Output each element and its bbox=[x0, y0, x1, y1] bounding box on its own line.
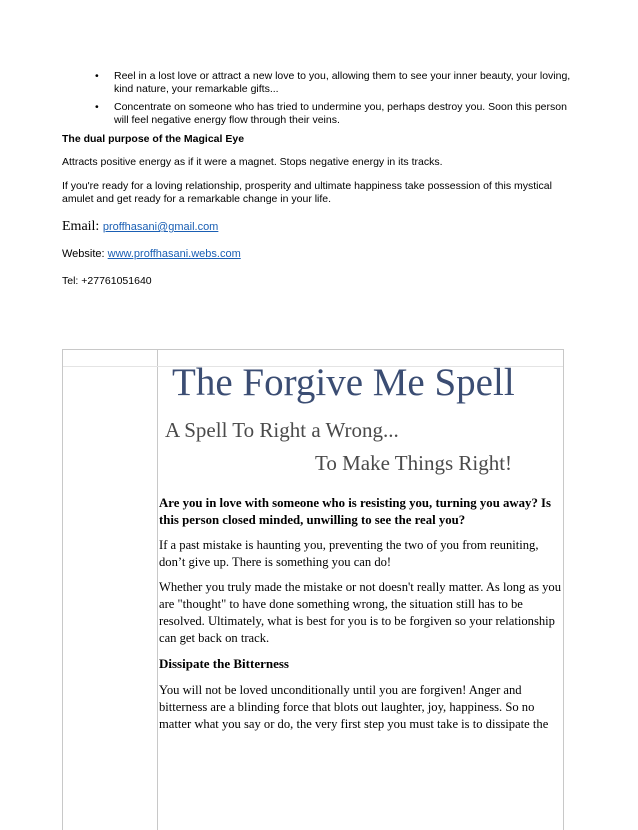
bullet-list bbox=[0, 70, 638, 132]
phone-number: Tel: +27761051640 bbox=[62, 275, 152, 287]
banner-line-2: To Make Things Right! bbox=[315, 451, 513, 475]
email-line bbox=[62, 219, 218, 235]
article-paragraph: If a past mistake is haunting you, preventing the two of you from reuniting, don’t give up. There is something you can do! bbox=[159, 538, 539, 569]
article-subheading: Dissipate the Bitterness bbox=[159, 656, 289, 671]
list-item bbox=[0, 70, 638, 96]
bullet-text: Concentrate on someone who has tried to undermine you, perhaps destroy you. Soon this person will feel negative energy flow through their veins. bbox=[114, 101, 567, 126]
website-link[interactable]: www.proffhasani.webs.com bbox=[107, 248, 241, 260]
list-item bbox=[0, 101, 638, 127]
paragraph: Attracts positive energy as if it were a magnet. Stops negative energy in its tracks. bbox=[62, 156, 443, 168]
article-body bbox=[159, 495, 565, 741]
email-label: Email: bbox=[62, 219, 100, 234]
section-heading: The dual purpose of the Magical Eye bbox=[62, 133, 245, 145]
banner-title: The Forgive Me Spell bbox=[172, 361, 515, 404]
bullet-icon: • bbox=[95, 70, 99, 82]
website-line bbox=[62, 248, 241, 260]
article-paragraph: You will not be loved unconditionally until you are forgiven! Anger and bitterness are a blinding force that blots out laughter, joy, happiness. So no matter what you say or do, the very first step you must take is to dissipate the bbox=[159, 683, 549, 731]
email-link[interactable]: proffhasani@gmail.com bbox=[102, 221, 219, 233]
banner-line-1: A Spell To Right a Wrong... bbox=[165, 418, 399, 442]
bullet-text: Reel in a lost love or attract a new love to you, allowing them to see your inner beauty, your loving, kind nature, your remarkable gifts... bbox=[114, 70, 571, 95]
article-paragraph: Whether you truly made the mistake or not doesn't really matter. As long as you are "thought" to have done something wrong, the situation still has to be resolved. Ultimately, what is best for you is to be forgiven so your relationship can get back on track. bbox=[159, 580, 562, 645]
article-lead: Are you in love with someone who is resisting you, turning you away? Is this person closed minded, unwilling to see the real you? bbox=[159, 496, 552, 527]
paragraph: If you're ready for a loving relationship, prosperity and ultimate happiness take possession of this mystical amulet and get ready for a remarkable change in your life. bbox=[62, 180, 552, 205]
forgive-me-spell-banner bbox=[147, 357, 562, 482]
bullet-icon: • bbox=[95, 101, 99, 113]
website-label: Website: bbox=[62, 248, 105, 260]
